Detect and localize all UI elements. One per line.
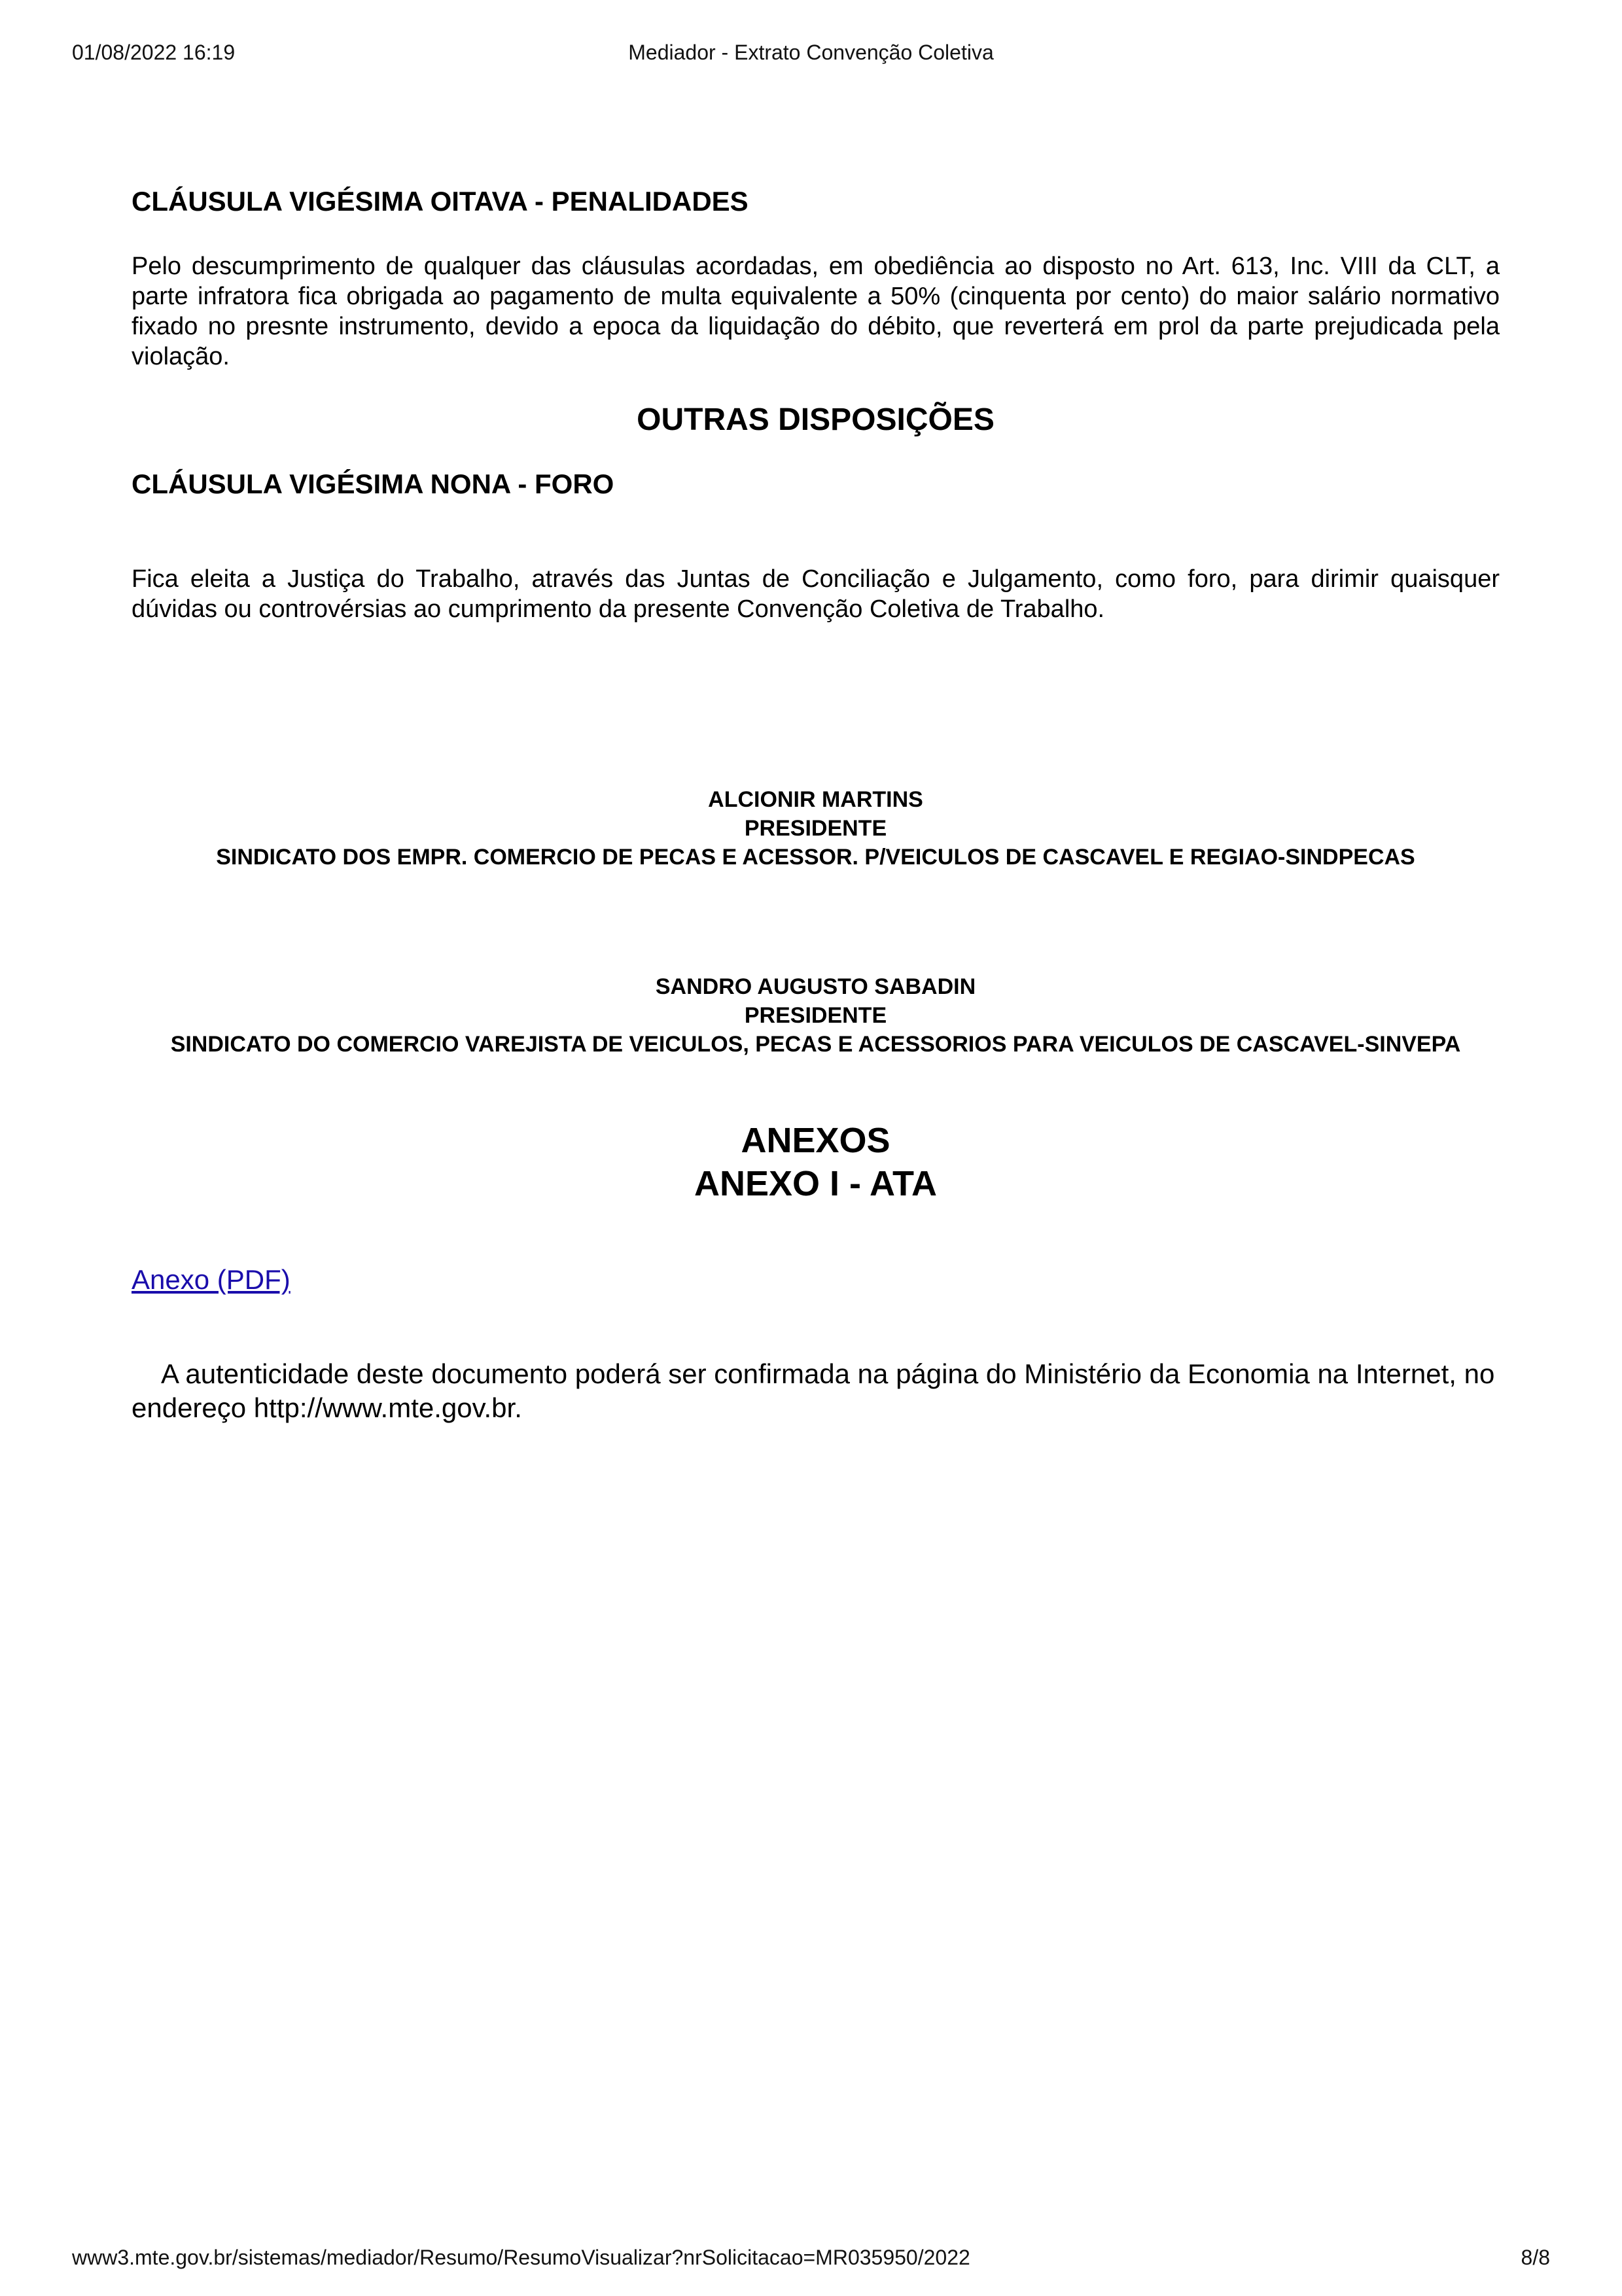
signature-block-1 — [132, 785, 1500, 872]
annex-link-row — [132, 1263, 1500, 1297]
document-content — [132, 183, 1500, 1425]
section-other-title: OUTRAS DISPOSIÇÕES — [637, 402, 995, 437]
signature-role: PRESIDENTE — [744, 816, 887, 841]
signature-org: SINDICATO DOS EMPR. COMERCIO DE PECAS E ACESSOR. P/VEICULOS DE CASCAVEL E REGIAO-SINDPECAS — [216, 845, 1415, 870]
signature-name: ALCIONIR MARTINS — [708, 787, 923, 812]
page-number: 8/8 — [1521, 2246, 1550, 2269]
annexes-title: ANEXOS — [741, 1121, 890, 1160]
print-datetime: 01/08/2022 16:19 — [72, 41, 236, 64]
signature-role: PRESIDENTE — [744, 1003, 887, 1028]
annexes-subtitle: ANEXO I - ATA — [694, 1164, 937, 1203]
signature-name: SANDRO AUGUSTO SABADIN — [655, 974, 976, 999]
signature-org: SINDICATO DO COMERCIO VAREJISTA DE VEICULOS, PECAS E ACESSORIOS PARA VEICULOS DE CASCAVEL-SINVEPA — [170, 1032, 1461, 1057]
authenticity-note: A autenticidade deste documento poderá ser confirmada na página do Ministério da Economia na Internet, no endereço http://www.mte.gov.br. — [132, 1358, 1495, 1423]
clause-28-text: Pelo descumprimento de qualquer das cláusulas acordadas, em obediência ao disposto no Art. 613, Inc. VIII da CLT, a parte infratora fica obrigada ao pagamento de multa equivalente a 50% (cinquenta por cento) do maior salário normativo fixado no presnte instrumento, devido a epoca da liquidação do débito, que reverterá em prol da parte prejudicada pela violação. — [132, 253, 1500, 370]
annex-pdf-link[interactable]: Anexo (PDF) — [132, 1264, 291, 1295]
annexes-heading — [132, 1119, 1500, 1205]
print-url: www3.mte.gov.br/sistemas/mediador/Resumo/ResumoVisualizar?nrSolicitacao=MR035950/2022 — [72, 2246, 970, 2269]
clause-29-text: Fica eleita a Justiça do Trabalho, através das Juntas de Conciliação e Julgamento, como foro, para dirimir quaisquer dúvidas ou controvérsias ao cumprimento da presente Convenção Coletiva de Trabalho. — [132, 565, 1500, 623]
clause-29-title: CLÁUSULA VIGÉSIMA NONA - FORO — [132, 468, 614, 499]
signature-block-2 — [132, 972, 1500, 1059]
print-title: Mediador - Extrato Convenção Coletiva — [628, 41, 994, 64]
clause-28-title: CLÁUSULA VIGÉSIMA OITAVA - PENALIDADES — [132, 186, 749, 217]
